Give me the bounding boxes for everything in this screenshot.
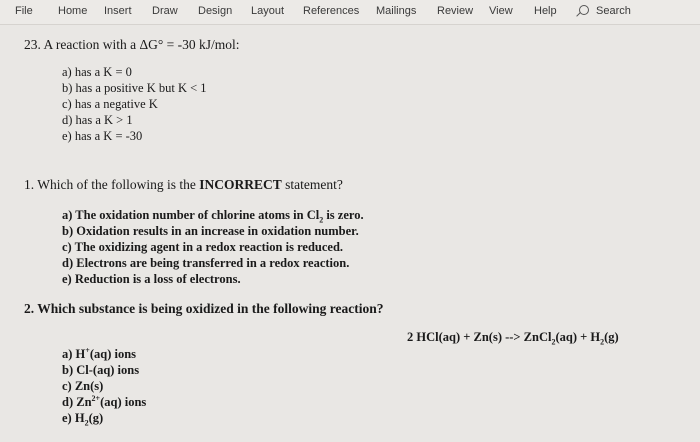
tab-review[interactable]: Review [437, 5, 474, 17]
q1-option-b: b) Oxidation results in an increase in oxidation number. [62, 224, 359, 238]
q2-a-tail: (aq) ions [89, 347, 137, 361]
reaction-part-1: 2 HCl(aq) + Zn(s) --> ZnCl [407, 330, 552, 344]
search-label[interactable]: Search [596, 5, 631, 17]
q2-a-text: a) H [62, 347, 86, 361]
q1-option-d: d) Electrons are being transferred in a redox reaction. [62, 256, 350, 270]
q1-text-end: statement? [281, 177, 343, 192]
q1-text-start: 1. Which of the following is the [24, 177, 200, 192]
q23-option-a: a) has a K = 0 [62, 65, 132, 79]
q2-a-superscript: + [85, 345, 90, 355]
q2-reaction-equation [407, 330, 619, 345]
reaction-part-3: (g) [604, 330, 619, 344]
q2-option-b: b) Cl-(aq) ions [62, 363, 140, 377]
q2-d-text: d) Zn [62, 395, 92, 409]
q1-a-tail: is zero. [323, 208, 364, 222]
search-icon[interactable] [579, 5, 589, 15]
q1-text-emphasis: INCORRECT [199, 177, 282, 192]
q2-e-subscript: 2 [84, 418, 89, 428]
q1-option-a [62, 208, 364, 223]
q1-a-text: a) The oxidation number of chlorine atoms in Cl [62, 208, 320, 222]
q1-option-c: c) The oxidizing agent in a redox reaction is reduced. [62, 240, 344, 254]
tab-references[interactable]: References [303, 5, 360, 17]
question-23: 23. A reaction with a ΔG° = -30 kJ/mol: [24, 37, 240, 52]
tab-draw[interactable]: Draw [152, 5, 178, 17]
q1-option-e: e) Reduction is a loss of electrons. [62, 272, 241, 286]
q2-option-d [62, 395, 146, 410]
tab-help[interactable]: Help [534, 5, 557, 17]
q23-option-d: d) has a K > 1 [62, 113, 133, 127]
q23-option-b: b) has a positive K but K < 1 [62, 81, 207, 95]
q2-e-tail: (g) [88, 411, 104, 425]
question-1 [24, 177, 343, 193]
document-page [0, 25, 700, 442]
q2-option-a [62, 347, 136, 362]
q2-e-text: e) H [62, 411, 85, 425]
q2-option-e [62, 411, 103, 426]
tab-view[interactable]: View [489, 5, 513, 17]
tab-design[interactable]: Design [198, 5, 233, 17]
q1-a-subscript: 2 [319, 215, 324, 225]
reaction-sub-2: 2 [600, 337, 605, 347]
ribbon [0, 0, 700, 25]
tab-file[interactable]: File [15, 5, 33, 17]
tab-mailings[interactable]: Mailings [376, 5, 417, 17]
q23-option-e: e) has a K = -30 [62, 129, 143, 143]
tab-home[interactable]: Home [58, 5, 88, 17]
reaction-sub-1: 2 [551, 337, 556, 347]
q2-d-tail: (aq) ions [100, 395, 147, 409]
q2-d-superscript: 2+ [91, 393, 101, 403]
tab-layout[interactable]: Layout [251, 5, 285, 17]
tab-insert[interactable]: Insert [104, 5, 132, 17]
q23-option-c: c) has a negative K [62, 97, 158, 111]
reaction-part-2: (aq) + H [555, 330, 601, 344]
question-2: 2. Which substance is being oxidized in the following reaction? [24, 301, 384, 316]
q2-option-c: c) Zn(s) [62, 379, 104, 393]
